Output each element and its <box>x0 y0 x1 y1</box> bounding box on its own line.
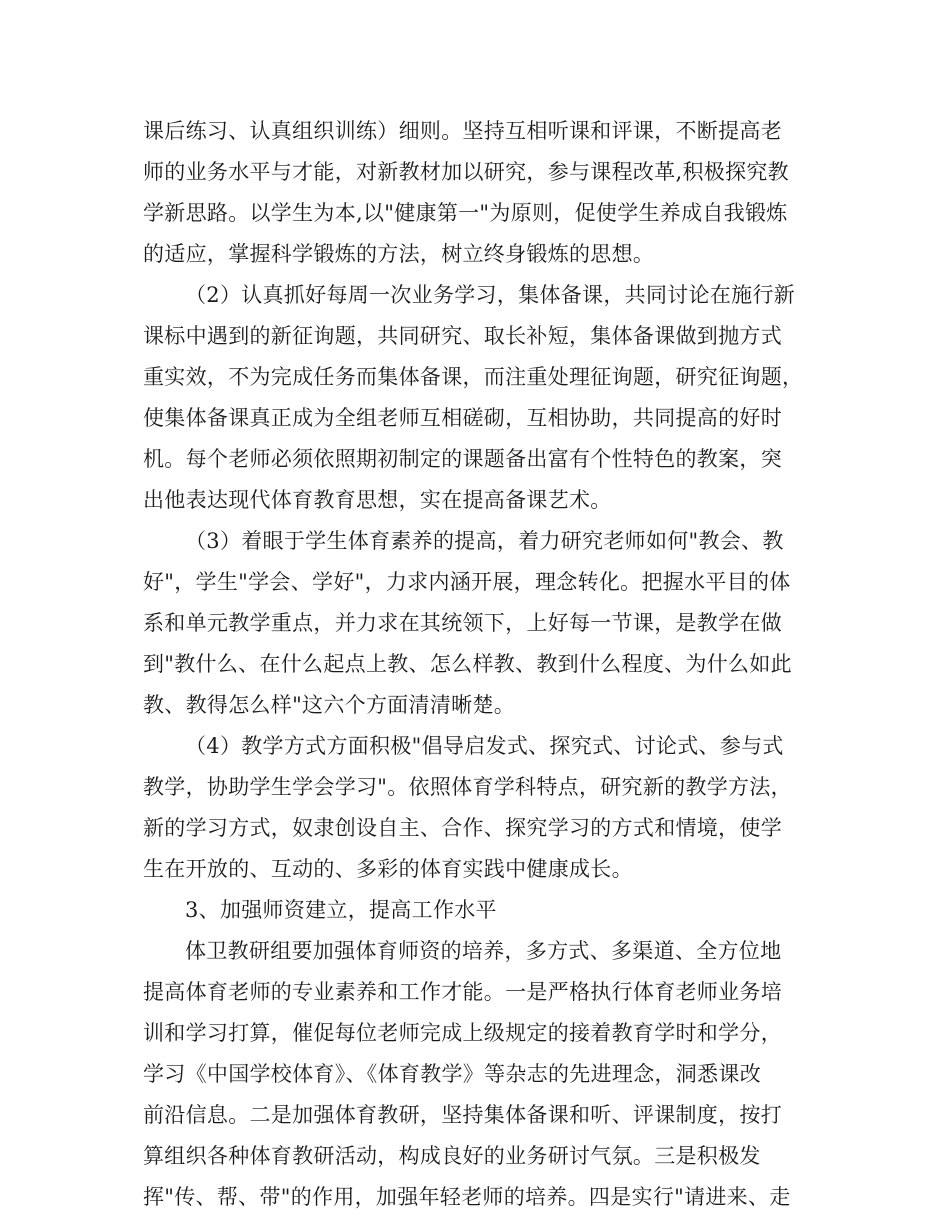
paragraph-5-start: 体卫教研组要加强体育师资的培养，多方式、多渠道、全方位地 <box>185 939 782 963</box>
text-line: 课后练习、认真组织训练）细则。坚持互相听课和评课，不断提高老 <box>143 119 782 143</box>
text-line: 到"教什么、在什么起点上教、怎么样教、教到什么程度、为什么如此 <box>143 652 792 676</box>
text-line: 使集体备课真正成为全组老师互相磋砌，互相协助，共同提高的好时 <box>143 406 782 430</box>
text-line: 系和单元教学重点，并力求在其统领下，上好每一节课，是教学在做 <box>143 611 782 635</box>
section-heading: 3、加强师资建立，提高工作水平 <box>185 898 497 922</box>
text-line: 教、教得怎么样"这六个方面清清晰楚。 <box>143 693 516 717</box>
text-line: 教学，协助学生学会学习"。依照体育学科特点，研究新的教学方法， <box>143 775 792 799</box>
text-line: 师的业务水平与才能，对新教材加以研究，参与课程改革,积极探究教 <box>143 160 789 184</box>
paragraph-3-start: （3）着眼于学生体育素养的提高，着力研究老师如何"教会、教 <box>185 529 784 553</box>
text-line: 前沿信息。二是加强体育教研，坚持集体备课和听、评课制度，按打 <box>143 1103 782 1127</box>
text-line: 机。每个老师必须依照期初制定的课题备出富有个性特色的教案，突 <box>143 447 782 471</box>
text-line: 重实效，不为完成任务而集体备课，而注重处理征询题，研究征询题， <box>143 365 804 389</box>
text-line: 训和学习打算，催促每位老师完成上级规定的接着教育学时和学分， <box>143 1021 782 1045</box>
text-line: 提高体育老师的专业素养和工作才能。一是严格执行体育老师业务培 <box>143 980 782 1004</box>
text-line: 出他表达现代体育教育思想，实在提高备课艺术。 <box>143 488 612 512</box>
text-line: 学习《中国学校体育》、《体育教学》等杂志的先进理念，洞悉课改 <box>143 1062 761 1086</box>
text-line: 的适应，掌握科学锻炼的方法，树立终身锻炼的思想。 <box>143 242 655 266</box>
text-line: 生在开放的、互动的、多彩的体育实践中健康成长。 <box>143 857 633 881</box>
text-line: 学新思路。以学生为本,以"健康第一"为原则，促使学生养成自我锻炼 <box>143 201 788 225</box>
paragraph-2-start: （2）认真抓好每周一次业务学习，集体备课，共同讨论在施行新 <box>185 283 796 307</box>
paragraph-4-start: （4）教学方式方面积极"倡导启发式、探究式、讨论式、参与式 <box>185 734 784 758</box>
text-line: 算组织各种体育教研活动，构成良好的业务研讨气氛。三是积极发 <box>143 1144 761 1168</box>
text-line: 新的学习方式，奴隶创设自主、合作、探究学习的方式和情境，使学 <box>143 816 782 840</box>
text-line: 挥"传、帮、带"的作用，加强年轻老师的培养。四是实行"请进来、走 <box>143 1185 791 1209</box>
text-line: 好"，学生"学会、学好"，力求内涵开展，理念转化。把握水平目的体 <box>143 570 791 594</box>
text-line: 课标中遇到的新征询题，共同研究、取长补短，集体备课做到抛方式 <box>143 324 782 348</box>
